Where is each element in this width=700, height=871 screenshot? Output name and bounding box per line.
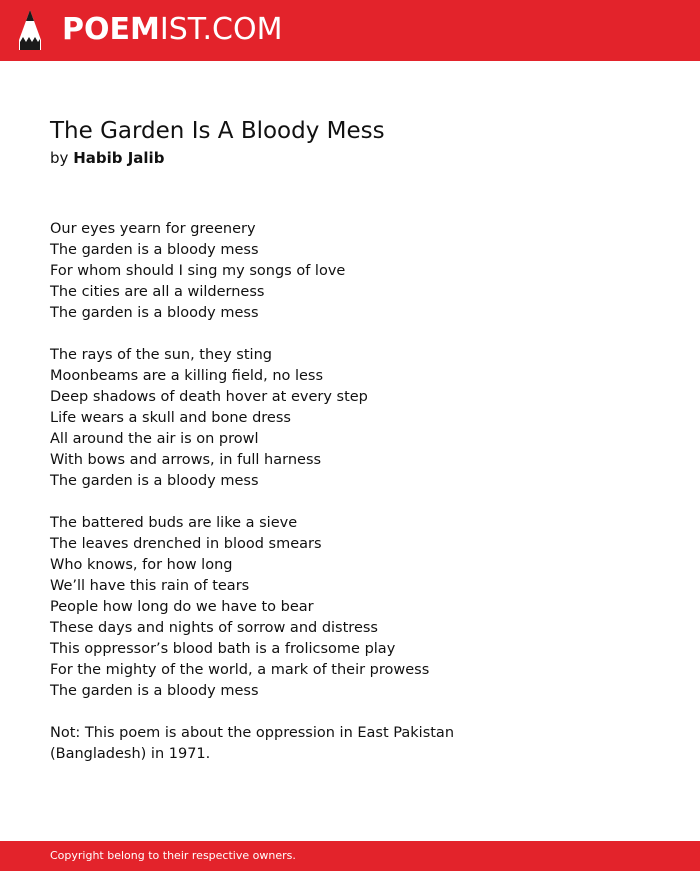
site-footer (0, 841, 700, 871)
poem-note: Not: This poem is about the oppression in East Pakistan (Bangladesh) in 1971. (50, 725, 455, 762)
poem-line: The cities are all a wilderness (50, 284, 265, 300)
poem-line: With bows and arrows, in full harness (50, 452, 322, 468)
poem-line: These days and nights of sorrow and distress (50, 620, 378, 636)
poem-line: People how long do we have to bear (50, 599, 314, 615)
poem-line: The garden is a bloody mess (50, 242, 259, 258)
poem-line: The leaves drenched in blood smears (50, 536, 322, 552)
poem-line: Moonbeams are a killing field, no less (50, 368, 324, 384)
stanza (50, 219, 570, 324)
poem-line: We’ll have this rain of tears (50, 578, 250, 594)
poem-line: This oppressor’s blood bath is a frolicsome play (50, 641, 396, 657)
site-logo[interactable] (62, 10, 282, 50)
poem-line: The garden is a bloody mess (50, 473, 259, 489)
poem-line: For the mighty of the world, a mark of their prowess (50, 662, 430, 678)
by-label: by (50, 149, 69, 167)
poem-author: Habib Jalib (73, 149, 165, 167)
stanza (50, 345, 570, 492)
poem-byline (50, 148, 164, 169)
poem-line: Who knows, for how long (50, 557, 233, 573)
copyright-text: Copyright belong to their respective owners. (50, 849, 296, 862)
poem-line: The battered buds are like a sieve (50, 515, 298, 531)
site-header (0, 0, 700, 61)
logo-bold-text: POEM (62, 12, 160, 47)
poem-line: All around the air is on prowl (50, 431, 259, 447)
poem-body (50, 219, 570, 765)
poem-line: The garden is a bloody mess (50, 683, 259, 699)
pencil-tip-icon[interactable] (17, 8, 43, 52)
poem-line: Our eyes yearn for greenery (50, 221, 256, 237)
poem-line: The rays of the sun, they sting (50, 347, 272, 363)
stanza (50, 513, 570, 702)
poem-line: Life wears a skull and bone dress (50, 410, 291, 426)
poem-line: The garden is a bloody mess (50, 305, 259, 321)
poem-line: For whom should I sing my songs of love (50, 263, 346, 279)
poem-line: Deep shadows of death hover at every step (50, 389, 368, 405)
logo-light-text: IST.COM (159, 12, 283, 47)
poem-title: The Garden Is A Bloody Mess (50, 118, 385, 144)
